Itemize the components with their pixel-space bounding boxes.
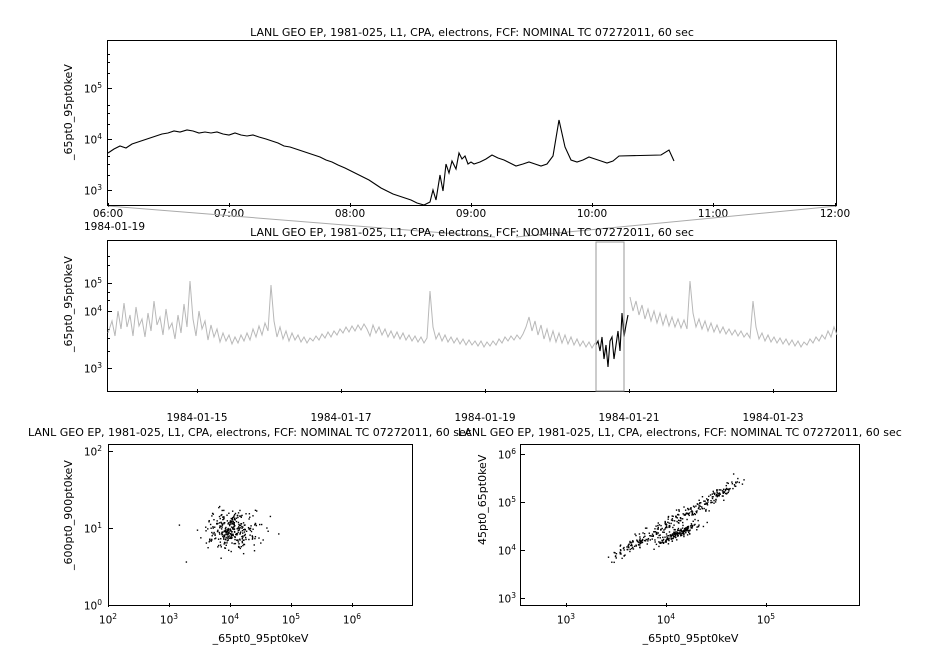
top-panel-ytick-1e5: $10^5$ (83, 81, 102, 96)
top-panel-title: LANL GEO EP, 1981-025, L1, CPA, electrons, FCF: NOMINAL TC 07272011, 60 sec (250, 26, 694, 39)
top-panel-xtick-2: 08:00 (334, 208, 366, 220)
top-panel-xtick-date: 1984-01-19 (84, 221, 146, 233)
bottom-left-xtick-1e3: $10^3$ (159, 612, 179, 627)
bottom-right-xlabel: _65pt0_95pt0keV (642, 632, 739, 645)
bottom-right-ytick-1e5: $10^5$ (497, 495, 516, 510)
middle-panel-ytick-1e4: $10^4$ (83, 304, 102, 319)
bottom-right-xtick-1e4: $10^4$ (656, 612, 676, 627)
bottom-left-xtick-1e5: $10^5$ (281, 612, 301, 627)
middle-panel-ylabel: _65pt0_95pt0keV (62, 256, 75, 352)
bottom-left-xtick-1e2: $10^2$ (98, 612, 118, 627)
middle-panel-ytick-1e5: $10^5$ (83, 276, 102, 291)
bottom-right-ytick-1e6: $10^6$ (497, 447, 516, 462)
tick (109, 605, 113, 606)
bottom-right-scatter-points (521, 445, 859, 605)
bottom-right-ytick-1e3: $10^3$ (497, 591, 516, 606)
top-panel-ytick-1e4: $10^4$ (83, 132, 102, 147)
top-panel-xtick-6: 12:00 (819, 208, 851, 220)
middle-panel-xtick-1: 1984-01-17 (310, 412, 372, 424)
bottom-left-ylabel: _600pt0_900pt0keV (62, 460, 75, 570)
middle-panel-series-line (108, 241, 837, 392)
top-panel-ylabel: _65pt0_95pt0keV (62, 64, 75, 160)
bottom-left-xtick-1e4: $10^4$ (220, 612, 240, 627)
top-panel-xtick-3: 09:00 (455, 208, 487, 220)
bottom-right-title: LANL GEO EP, 1981-025, L1, CPA, electrons, FCF: NOMINAL TC 07272011, 60 sec (458, 426, 902, 439)
middle-panel-xtick-0: 1984-01-15 (166, 412, 228, 424)
middle-panel-xtick-2: 1984-01-19 (454, 412, 516, 424)
top-panel-xtick-1: 07:00 (213, 208, 245, 220)
bottom-right-ytick-1e4: $10^4$ (497, 543, 516, 558)
middle-panel-ytick-1e3: $10^3$ (83, 361, 102, 376)
bottom-right-xtick-1e3: $10^3$ (556, 612, 576, 627)
middle-panel-xtick-3: 1984-01-21 (598, 412, 660, 424)
bottom-left-scatter-points (109, 445, 412, 605)
bottom-right-xtick-1e5: $10^5$ (756, 612, 776, 627)
bottom-left-ytick-1e2: $10^2$ (83, 444, 102, 459)
middle-panel-xtick-4: 1984-01-23 (742, 412, 804, 424)
bottom-right-ylabel: 45pt0_65pt0keV (476, 454, 489, 545)
bottom-left-ytick-1e1: $10^1$ (83, 521, 102, 536)
bottom-left-ytick-1e0: $10^0$ (83, 598, 102, 613)
top-panel-xtick-4: 10:00 (576, 208, 608, 220)
top-panel-xtick-5: 11:00 (697, 208, 729, 220)
bottom-left-title: LANL GEO EP, 1981-025, L1, CPA, electrons, FCF: NOMINAL TC 07272011, 60 sec (28, 426, 472, 439)
top-panel-ytick-1e3: $10^3$ (83, 183, 102, 198)
bottom-left-xtick-1e6: $10^6$ (342, 612, 362, 627)
top-panel-xtick-0: 06:00 (92, 208, 124, 220)
bottom-left-xlabel: _65pt0_95pt0keV (212, 632, 309, 645)
top-panel-series-line (108, 41, 837, 206)
middle-panel-title: LANL GEO EP, 1981-025, L1, CPA, electrons, FCF: NOMINAL TC 07272011, 60 sec (250, 226, 694, 239)
